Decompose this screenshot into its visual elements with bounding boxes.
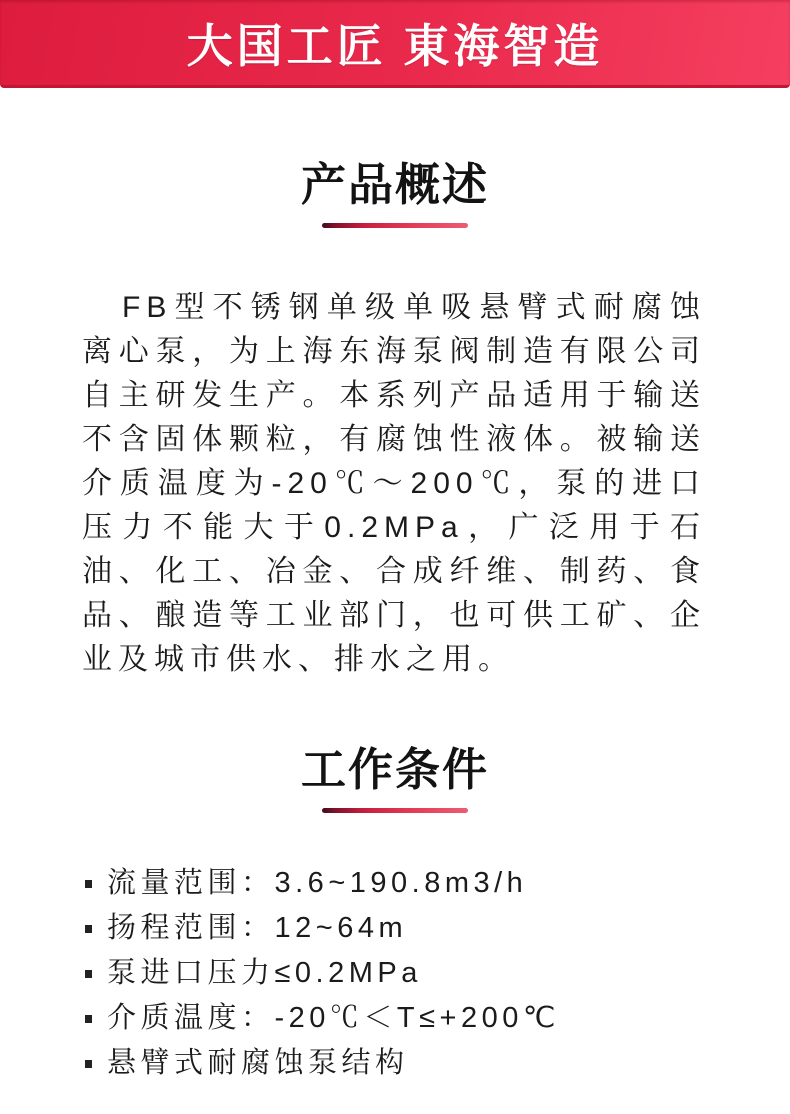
list-item-text: 介质温度：-20℃＜T≤+200℃ — [107, 1002, 560, 1034]
list-item-text: 悬臂式耐腐蚀泵结构 — [107, 1047, 409, 1079]
banner-title: 大国工匠 東海智造 — [186, 19, 604, 72]
bullet-icon — [85, 925, 92, 933]
overview-paragraph: FB型不锈钢单级单吸悬臂式耐腐蚀离心泵，为上海东海泵阀制造有限公司自主研发生产。本系列产品适用于输送不含固体颗粒，有腐蚀性液体。被输送介质温度为-20℃～200℃，泵的进口压力不能大于0.2MPa，广泛用于石油、化工、冶金、合成纤维、制药、食品、酿造等工业部门，也可供工矿、企业及城市供水、排水之用。 — [82, 291, 706, 676]
page-content — [0, 160, 790, 1086]
list-item-text: 泵进口压力≤0.2MPa — [107, 957, 422, 989]
list-item-medium-temperature — [84, 996, 750, 1041]
conditions-heading: 工作条件 — [300, 744, 489, 795]
working-conditions-list — [84, 861, 750, 1086]
list-item-text: 流量范围：3.6~190.8m3/h — [107, 867, 528, 899]
list-item-text: 扬程范围：12~64m — [107, 912, 408, 944]
overview-heading: 产品概述 — [300, 159, 489, 210]
bullet-icon — [85, 1015, 92, 1023]
list-item-head-range — [84, 906, 750, 951]
list-item-structure — [84, 1041, 750, 1086]
conditions-heading-underline — [322, 808, 468, 813]
section-working-conditions — [0, 745, 790, 1086]
bullet-icon — [85, 970, 92, 978]
overview-heading-underline — [322, 223, 468, 228]
list-item-flow-range — [84, 861, 750, 906]
bullet-icon — [85, 880, 92, 888]
top-banner — [0, 0, 790, 88]
section-product-overview — [0, 160, 790, 682]
list-item-inlet-pressure — [84, 951, 750, 996]
bullet-icon — [85, 1060, 92, 1068]
